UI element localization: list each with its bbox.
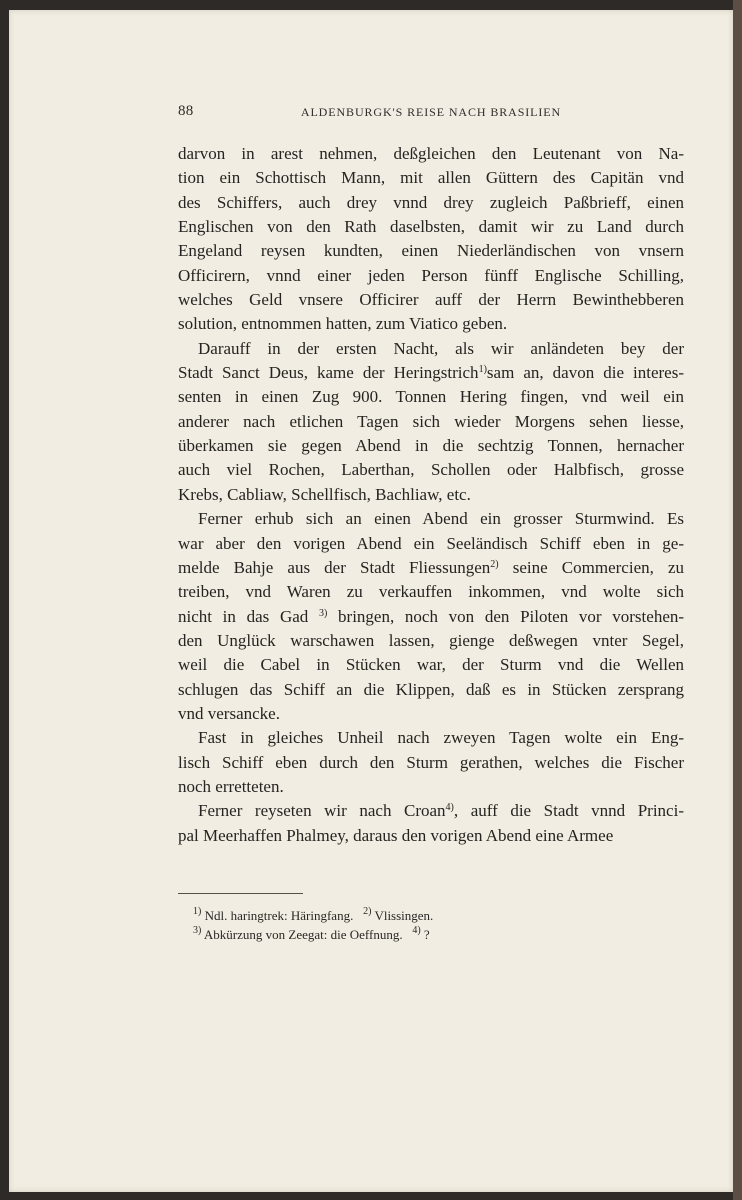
- text-segment: Ferner reyseten wir nach Croan: [198, 801, 446, 821]
- footnote-marker: 3): [318, 607, 328, 619]
- page-header: [178, 103, 684, 123]
- footnote-text: Abkürzung von Zeegat: die Oeffnung.: [203, 927, 403, 942]
- text-line-with-footnote: [178, 556, 684, 580]
- running-title: ALDENBURGK'S REISE NACH BRASILIEN: [300, 105, 562, 119]
- footnote-marker: 4): [445, 802, 454, 814]
- text-line: treiben, vnd Waren zu verkauffen inkommen, vnd wolte sich: [178, 582, 684, 602]
- paragraph-4: [178, 726, 684, 799]
- text-line: noch erretteten.: [178, 776, 284, 796]
- text-line: Darauff in der ersten Nacht, als wir anländeten bey der: [198, 338, 684, 358]
- text-line: Krebs, Cabliaw, Schellfisch, Bachliaw, etc.: [178, 484, 471, 504]
- footnote-text: Vlissingen.: [374, 908, 434, 923]
- text-segment: melde Bahje aus der Stadt Fliessungen: [178, 557, 491, 577]
- footnote-text: Ndl. haringtrek: Häringfang.: [204, 908, 354, 923]
- text-line: Engeland reysen kundten, einen Niederländischen von vnsern: [178, 241, 684, 261]
- text-segment: seine Commercien, zu: [512, 557, 685, 577]
- text-segment: Stadt Sanct Deus, kame der Heringstrich: [178, 363, 479, 383]
- paragraph-1: [178, 142, 684, 337]
- paragraph-3: [178, 507, 684, 726]
- paragraph-2: [178, 337, 684, 507]
- footnote-marker: 2): [363, 906, 372, 917]
- page-number: 88: [178, 103, 194, 119]
- book-edge: [733, 0, 742, 1200]
- text-line: tion ein Schottisch Mann, mit allen Güttern des Capitän vnd: [178, 168, 684, 188]
- text-line: pal Meerhaffen Phalmey, daraus den vorigen Abend eine Armee: [178, 825, 614, 845]
- text-line: darvon in arest nehmen, deßgleichen den Leutenant von Na-: [178, 144, 684, 163]
- text-segment: nicht in das Gad: [178, 606, 309, 626]
- footnote-marker: 1): [193, 906, 202, 917]
- text-line-with-footnote: [178, 361, 684, 385]
- text-line: solution, entnommen hatten, zum Viatico geben.: [178, 314, 508, 334]
- text-line-with-footnote: [178, 799, 684, 823]
- paragraph-5: [178, 799, 684, 848]
- text-segment: sam an, davon die interes-: [486, 363, 684, 383]
- text-line: des Schiffers, auch drey vnnd drey zugleich Paßbrieff, einen: [178, 192, 684, 212]
- text-line: Officirern, vnnd einer jeden Person fünff Englische Schilling,: [178, 265, 684, 285]
- body-text: [178, 142, 684, 848]
- text-line: auch viel Rochen, Laberthan, Schollen oder Halbfisch, grosse: [178, 460, 684, 480]
- footnote-line: [193, 906, 663, 925]
- footnote-text: ?: [423, 927, 430, 942]
- text-line-with-footnote: [178, 605, 684, 629]
- text-line: schlugen das Schiff an die Klippen, daß es in Stücken zersprang: [178, 679, 684, 699]
- footnote-marker: 3): [193, 925, 202, 936]
- footnote-marker: 1): [478, 364, 487, 376]
- text-line: senten in einen Zug 900. Tonnen Hering fingen, vnd weil ein: [178, 387, 684, 407]
- text-line: den Unglück warschawen lassen, gienge deßwegen vnter Segel,: [178, 630, 684, 650]
- text-line: vnd versancke.: [178, 703, 280, 723]
- text-line: lisch Schiff eben durch den Sturm gerathen, welches die Fischer: [178, 752, 684, 772]
- text-line: überkamen sie gegen Abend in die sechtzig Tonnen, hernacher: [178, 436, 684, 456]
- footnote-rule: [178, 893, 303, 894]
- text-segment: , auff die Stadt vnnd Princi-: [453, 801, 684, 821]
- text-line: Englischen von den Rath daselbsten, damit wir zu Land durch: [178, 217, 684, 237]
- text-line: war aber den vorigen Abend ein Seeländisch Schiff eben in ge-: [178, 533, 684, 553]
- text-line: welches Geld vnsere Officirer auff der Herrn Bewinthebberen: [178, 290, 684, 310]
- footnote-marker: 4): [412, 925, 421, 936]
- text-line: Ferner erhub sich an einen Abend ein grosser Sturmwind. Es: [198, 509, 684, 529]
- text-segment: bringen, noch von den Piloten vor vorstehen-: [338, 606, 685, 626]
- text-line: Fast in gleiches Unheil nach zweyen Tagen wolte ein Eng-: [198, 728, 684, 748]
- footnote-marker: 2): [490, 558, 499, 570]
- footnote-line: [193, 925, 663, 944]
- text-line: anderer nach etlichen Tagen sich wieder Morgens sehen liesse,: [178, 411, 684, 431]
- footnotes: [193, 906, 663, 944]
- text-line: weil die Cabel in Stücken war, der Sturm vnd die Wellen: [178, 655, 684, 675]
